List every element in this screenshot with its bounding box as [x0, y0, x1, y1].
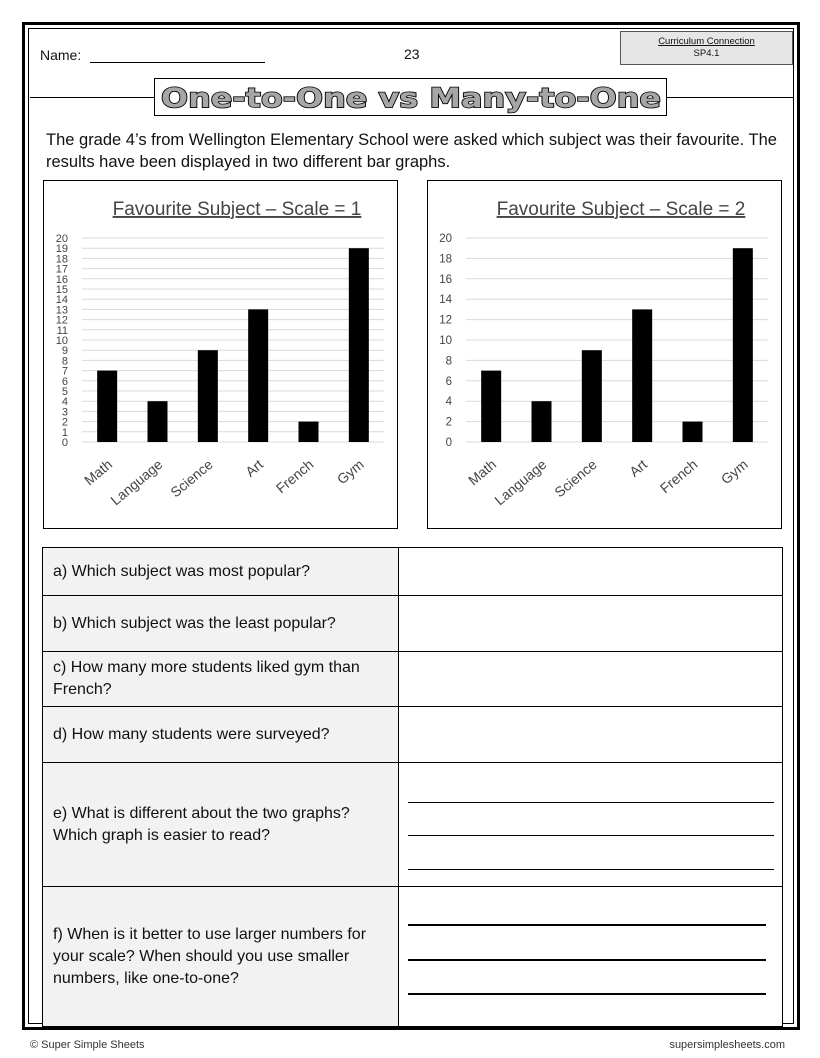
name-label: Name: [40, 47, 82, 63]
chart-panel-scale-1 [43, 180, 398, 529]
y-tick-label: 9 [61, 345, 68, 358]
y-tick-label: 0 [445, 437, 452, 449]
y-tick-label: 4 [61, 396, 68, 409]
bar-gym [733, 248, 753, 442]
y-tick-label: 6 [61, 375, 68, 388]
x-tick-label: Art [242, 456, 267, 480]
y-tick-label: 2 [445, 416, 452, 429]
x-tick-label: Math [464, 456, 500, 489]
bar-chart-scale-1 [44, 181, 399, 530]
y-tick-label: 3 [61, 406, 68, 419]
y-tick-label: 15 [55, 284, 68, 296]
x-tick-label: Science [551, 456, 600, 501]
question-text: e) What is different about the two graphs? Which graph is easier to read? [43, 763, 399, 887]
title-banner [154, 78, 667, 116]
question-text: c) How many more students liked gym than French? [43, 652, 399, 707]
y-tick-label: 19 [55, 243, 68, 256]
y-tick-label: 10 [439, 335, 452, 347]
bar-language [532, 401, 552, 442]
answer-box[interactable] [399, 652, 783, 707]
question-row [43, 596, 783, 652]
x-tick-label: Science [167, 456, 216, 501]
worksheet-title: One-to-One vs Many-to-One [161, 83, 661, 114]
y-tick-label: 1 [61, 426, 68, 439]
y-tick-label: 16 [439, 273, 452, 286]
answer-line[interactable] [408, 802, 774, 803]
y-tick-label: 14 [55, 294, 68, 307]
bar-math [97, 371, 117, 442]
header-rule-left [30, 97, 154, 98]
y-tick-label: 20 [55, 233, 68, 245]
y-tick-label: 20 [439, 233, 452, 245]
bar-language [148, 401, 168, 442]
footer-website: supersimplesheets.com [669, 1039, 785, 1051]
answer-lines-box[interactable] [399, 763, 783, 887]
y-tick-label: 14 [439, 294, 452, 307]
name-field[interactable] [90, 62, 265, 63]
x-tick-label: Gym [333, 456, 367, 488]
bar-chart-scale-2 [428, 181, 783, 530]
y-tick-label: 4 [445, 396, 452, 409]
y-tick-label: 17 [55, 263, 68, 276]
bar-gym [349, 248, 369, 442]
chart-title: Favourite Subject – Scale = 2 [496, 199, 746, 220]
y-tick-label: 13 [55, 304, 68, 317]
chart-panel-scale-2 [427, 180, 782, 529]
y-tick-label: 11 [56, 324, 68, 337]
footer-copyright: © Super Simple Sheets [30, 1039, 145, 1051]
question-row [43, 548, 783, 596]
y-tick-label: 10 [55, 335, 68, 347]
y-tick-label: 0 [61, 437, 68, 449]
y-tick-label: 2 [61, 416, 68, 429]
x-tick-label: Art [626, 456, 651, 480]
y-tick-label: 8 [61, 355, 68, 368]
y-tick-label: 5 [61, 386, 68, 398]
chart-title: Favourite Subject – Scale = 1 [112, 199, 362, 220]
bar-art [632, 309, 652, 442]
curriculum-connection-box [620, 31, 793, 65]
curriculum-code: SP4.1 [693, 48, 720, 59]
question-text: b) Which subject was the least popular? [43, 596, 399, 652]
question-row [43, 652, 783, 707]
answer-line[interactable] [408, 869, 774, 870]
y-tick-label: 7 [61, 365, 68, 378]
question-text: f) When is it better to use larger numbers for your scale? When should you use smaller numbers, like one-to-one? [43, 887, 399, 1027]
x-tick-label: Language [107, 456, 166, 509]
y-tick-label: 12 [439, 314, 452, 327]
x-tick-label: French [272, 456, 317, 497]
answer-box[interactable] [399, 707, 783, 763]
curriculum-title: Curriculum Connection [658, 36, 755, 47]
y-tick-label: 18 [55, 253, 68, 266]
x-tick-label: Math [80, 456, 116, 489]
answer-lines-box[interactable] [399, 887, 783, 1027]
question-table [42, 547, 783, 1027]
x-tick-label: French [656, 456, 701, 497]
answer-box[interactable] [399, 548, 783, 596]
answer-line[interactable] [408, 924, 766, 926]
header-rule-right [667, 97, 793, 98]
question-row [43, 707, 783, 763]
bar-french [683, 422, 703, 442]
page-number: 23 [404, 46, 420, 62]
question-text: d) How many students were surveyed? [43, 707, 399, 763]
answer-line[interactable] [408, 835, 774, 836]
intro-text: The grade 4’s from Wellington Elementary School were asked which subject was their favourite. The results have been displayed in two different bar graphs. [46, 131, 777, 171]
bar-art [248, 309, 268, 442]
y-tick-label: 16 [55, 273, 68, 286]
y-tick-label: 18 [439, 253, 452, 266]
question-row [43, 763, 783, 887]
y-tick-label: 8 [445, 355, 452, 368]
question-row [43, 887, 783, 1027]
bar-science [582, 350, 602, 442]
title-svg [155, 79, 668, 117]
y-tick-label: 6 [445, 375, 452, 388]
y-tick-label: 12 [55, 314, 68, 327]
x-tick-label: Language [491, 456, 550, 509]
bar-math [481, 371, 501, 442]
x-tick-label: Gym [717, 456, 751, 488]
answer-line[interactable] [408, 993, 766, 995]
question-text: a) Which subject was most popular? [43, 548, 399, 596]
answer-line[interactable] [408, 959, 766, 961]
answer-box[interactable] [399, 596, 783, 652]
bar-french [299, 422, 319, 442]
bar-science [198, 350, 218, 442]
